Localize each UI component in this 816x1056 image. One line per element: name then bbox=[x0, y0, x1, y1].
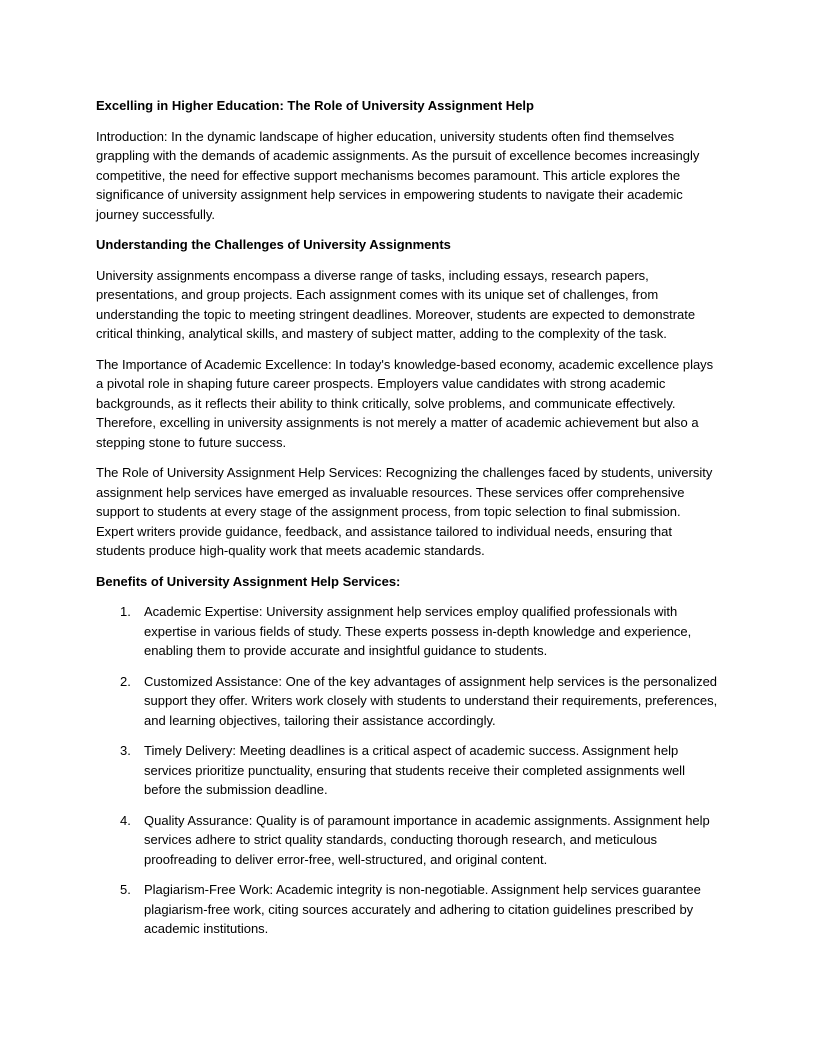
role-paragraph: The Role of University Assignment Help Services: Recognizing the challenges faced by students, university assignment help services have emerged as invaluable resources. These services offer comprehensive support to students at every stage of the assignment process, from topic selection to final submission. Expert writers provide guidance, feedback, and assistance tailored to individual needs, ensuring that students produce high-quality work that meets academic standards. bbox=[96, 465, 713, 558]
benefits-list bbox=[96, 602, 720, 939]
list-item-text: Quality Assurance: Quality is of paramount importance in academic assignments. Assignment help services adhere to strict quality standards, conducting thorough research, and meticulous proofreading to deliver error-free, well-structured, and original content. bbox=[144, 812, 710, 867]
section-heading: Understanding the Challenges of University Assignments bbox=[96, 237, 451, 252]
challenges-paragraph: University assignments encompass a diverse range of tasks, including essays, research papers, presentations, and group projects. Each assignment comes with its unique set of challenges, from understanding the topic to meeting stringent deadlines. Moreover, students are expected to demonstrate critical thinking, analytical skills, and mastery of subject matter, adding to the complexity of the task. bbox=[96, 267, 696, 341]
list-item bbox=[96, 811, 720, 870]
benefits-heading: Benefits of University Assignment Help Services: bbox=[96, 573, 401, 589]
list-item bbox=[96, 880, 720, 939]
list-item-number: 1. bbox=[120, 604, 131, 619]
list-item bbox=[96, 602, 720, 661]
list-item bbox=[96, 672, 720, 731]
list-item-text: Plagiarism-Free Work: Academic integrity is non-negotiable. Assignment help services guarantee plagiarism-free work, citing sources accurately and adhering to citation guidelines prescribed by academic institutions. bbox=[144, 882, 701, 936]
list-item-number: 3. bbox=[120, 743, 131, 758]
intro-paragraph: Introduction: In the dynamic landscape of higher education, university students often find themselves grappling with the demands of academic assignments. As the pursuit of excellence becomes increasingly competitive, the need for effective support mechanisms becomes paramount. This article explores the significance of university assignment help services in empowering students to navigate their academic journey successfully. bbox=[96, 128, 700, 222]
list-item-number: 2. bbox=[120, 673, 131, 689]
document-title: Excelling in Higher Education: The Role of University Assignment Help bbox=[96, 98, 534, 113]
list-item-number: 5. bbox=[120, 882, 131, 897]
list-item bbox=[96, 741, 720, 800]
list-item-text: Academic Expertise: University assignment help services employ qualified professionals with expertise in various fields of study. These experts possess in-depth knowledge and experience, enabling them to provide accurate and insightful guidance to students. bbox=[144, 604, 692, 658]
importance-paragraph: The Importance of Academic Excellence: In today's knowledge-based economy, academic excellence plays a pivotal role in shaping future career prospects. Employers value candidates with strong academic backgrounds, as it reflects their ability to think critically, solve problems, and communicate effectively. Therefore, excelling in university assignments is not merely a matter of academic achievement but also a stepping stone to future success. bbox=[96, 356, 714, 450]
list-item-text: Customized Assistance: One of the key advantages of assignment help services is the personalized support they offer. Writers work closely with students to understand their requirements, preferences, and learning objectives, tailoring their assistance accordingly. bbox=[144, 673, 718, 728]
list-item-text: Timely Delivery: Meeting deadlines is a critical aspect of academic success. Assignment help services prioritize punctuality, ensuring that students receive their completed assignments well before the submission deadline. bbox=[144, 743, 685, 797]
list-item-number: 4. bbox=[120, 812, 131, 828]
